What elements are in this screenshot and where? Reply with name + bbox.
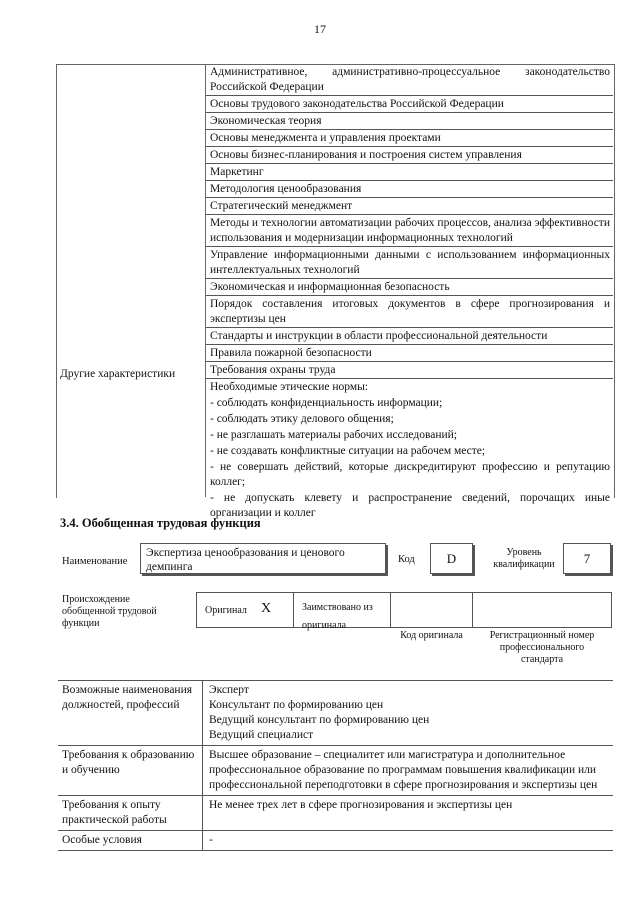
level-value: 7 [563, 543, 611, 574]
list-item: Основы бизнес-планирования и построения систем управления [206, 147, 613, 164]
code-label: Код [398, 554, 415, 565]
table-row [58, 681, 613, 746]
reg-number-caption: Регистрационный номер профессионального стандарта [489, 630, 595, 665]
other-characteristics-label: Другие характеристики [60, 368, 176, 380]
row-value: Высшее образование – специалитет или магистратура и дополнительное профессиональное образование по программам повышения квалификации или профессиональной переподготовки в сфере прогнозирования и экспертизы цен [209, 749, 598, 791]
ethics-item: - не разглашать материалы рабочих исследований; [210, 429, 458, 441]
list-item: Правила пожарной безопасности [206, 345, 613, 362]
ethics-heading: Необходимые этические нормы: [210, 381, 369, 393]
row-label: Требования к образованию и обучению [58, 746, 203, 795]
section-title: 3.4. Обобщенная трудовая функция [60, 516, 261, 530]
code-original-cell [390, 592, 473, 628]
code-original-caption: Код оригинала [400, 630, 463, 641]
code-value: D [430, 543, 473, 574]
original-mark: X [261, 601, 272, 616]
list-item: Управление информационными данными с использованием информационных интеллектуальных технологий [206, 247, 613, 279]
row-value [203, 681, 613, 745]
list-item: Методология ценообразования [206, 181, 613, 198]
function-name-value: Экспертиза ценообразования и ценового демпинга [140, 543, 386, 574]
position-item: Эксперт [209, 684, 249, 696]
table-row [58, 831, 613, 851]
requirements-table [58, 680, 613, 851]
ethics-item: - не создавать конфликтные ситуации на рабочем месте; [210, 445, 486, 457]
list-item: Стратегический менеджмент [206, 198, 613, 215]
list-item: Основы менеджмента и управления проектами [206, 130, 613, 147]
list-item: Стандарты и инструкции в области профессиональной деятельности [206, 328, 613, 345]
borrowed-label: Заимствовано из оригинала [302, 602, 373, 631]
list-item: Маркетинг [206, 164, 613, 181]
reg-number-cell [472, 592, 612, 628]
ethics-item: - не совершать действий, которые дискредитируют профессию и репутацию коллег; [210, 461, 610, 488]
list-item: Методы и технологии автоматизации рабочих процессов, анализа эффективности использования и модернизации информационных технологий [206, 215, 613, 247]
original-label: Оригинал [205, 605, 247, 616]
original-cell [196, 592, 294, 628]
level-label: Уровень квалификации [493, 547, 555, 570]
name-label: Наименование [62, 556, 128, 567]
position-item: Ведущий консультант по формированию цен [209, 714, 430, 726]
ethics-item: - соблюдать конфиденциальность информации; [210, 397, 443, 409]
list-item: Основы трудового законодательства Российской Федерации [206, 96, 613, 113]
row-value: - [209, 834, 213, 846]
table-row [58, 796, 613, 831]
row-label: Возможные наименования должностей, профессий [58, 681, 203, 745]
characteristics-list [206, 64, 613, 521]
list-item: Требования охраны труда [206, 362, 613, 379]
position-item: Консультант по формированию цен [209, 699, 384, 711]
row-label: Требования к опыту практической работы [58, 796, 203, 830]
row-label: Особые условия [58, 831, 203, 850]
row-value: Не менее трех лет в сфере прогнозирования и экспертизы цен [209, 799, 513, 811]
position-item: Ведущий специалист [209, 729, 314, 741]
table-row [58, 746, 613, 796]
list-item: Экономическая и информационная безопасность [206, 279, 613, 296]
list-item: Порядок составления итоговых документов в сфере прогнозирования и экспертизы цен [206, 296, 613, 328]
ethics-item: - не допускать клевету и распространение сведений, порочащих иные организации и коллег [210, 492, 610, 519]
origin-label: Происхождение обобщенной трудовой функции [62, 594, 157, 629]
list-item: Административное, административно-процессуальное законодательство Российской Федерации [206, 64, 613, 96]
borrowed-cell [293, 592, 391, 631]
page-number: 17 [314, 22, 326, 36]
list-item: Экономическая теория [206, 113, 613, 130]
ethics-item: - соблюдать этику делового общения; [210, 413, 394, 425]
